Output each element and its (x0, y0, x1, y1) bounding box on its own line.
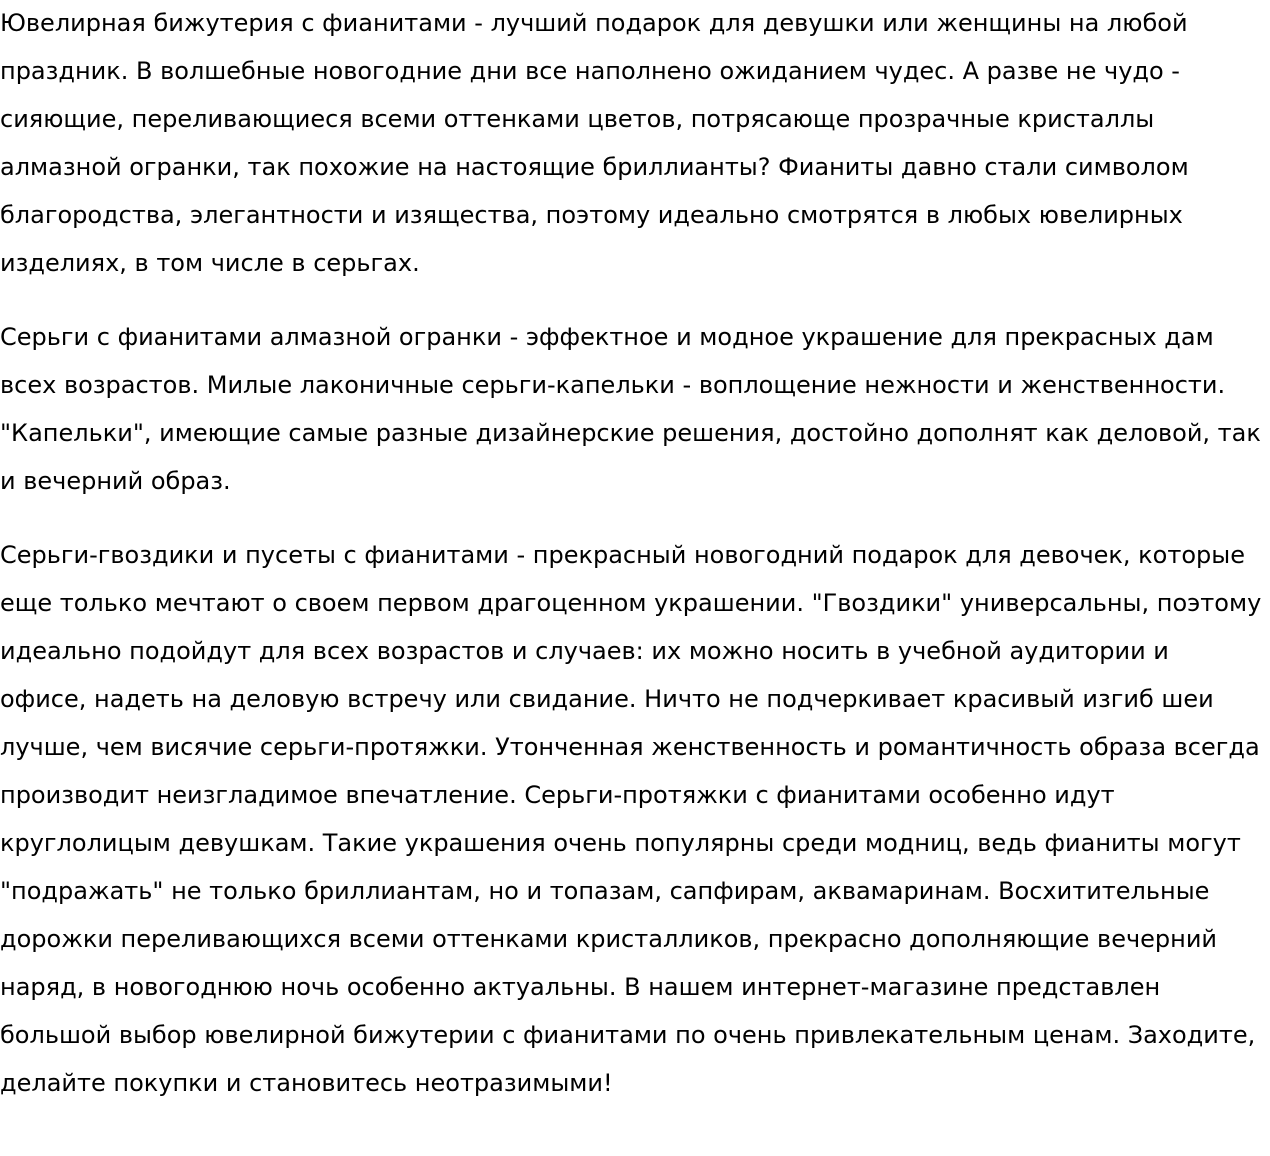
paragraph-intro: Ювелирная бижутерия с фианитами - лучший подарок для девушки или женщины на любой праздник. В волшебные новогодние дни все наполнено ожиданием чудес. А разве не чудо - сияющие, переливающиеся всеми оттенками цветов, потрясающе прозрачные кристаллы алмазной огранки, так похожие на настоящие бриллианты? Фианиты давно стали символом благородства, элегантности и изящества, поэтому идеально смотрятся в любых ювелирных изделиях, в том числе в серьгах. (0, 9, 1189, 277)
paragraph-drop-earrings: Серьги с фианитами алмазной огранки - эффектное и модное украшение для прекрасных дам всех возрастов. Милые лаконичные серьги-капельки - воплощение нежности и женственности. "Капельки", имеющие самые разные дизайнерские решения, достойно дополнят как деловой, так и вечерний образ. (0, 323, 1261, 495)
paragraph-stud-earrings: Серьги-гвоздики и пусеты с фианитами - прекрасный новогодний подарок для девочек, которые еще только мечтают о своем первом драгоценном украшении. "Гвоздики" универсальны, поэтому идеально подойдут для всех возрастов и случаев: их можно носить в учебной аудитории и офисе, надеть на деловую встречу или свидание. Ничто не подчеркивает красивый изгиб шеи лучше, чем висячие серьги-протяжки. Утонченная женственность и романтичность образа всегда производит неизгладимое впечатление. Серьги-протяжки с фианитами особенно идут круглолицым девушкам. Такие украшения очень популярны среди модниц, ведь фианиты могут "подражать" не только бриллиантам, но и топазам, сапфирам, аквамаринам. Восхитительные дорожки переливающихся всеми оттенками кристалликов, прекрасно дополняющие вечерний наряд, в новогоднюю ночь особенно актуальны. В нашем интернет-магазине представлен большой выбор ювелирной бижутерии с фианитами по очень привлекательным ценам. Заходите, делайте покупки и становитесь неотразимыми! (0, 541, 1262, 1097)
